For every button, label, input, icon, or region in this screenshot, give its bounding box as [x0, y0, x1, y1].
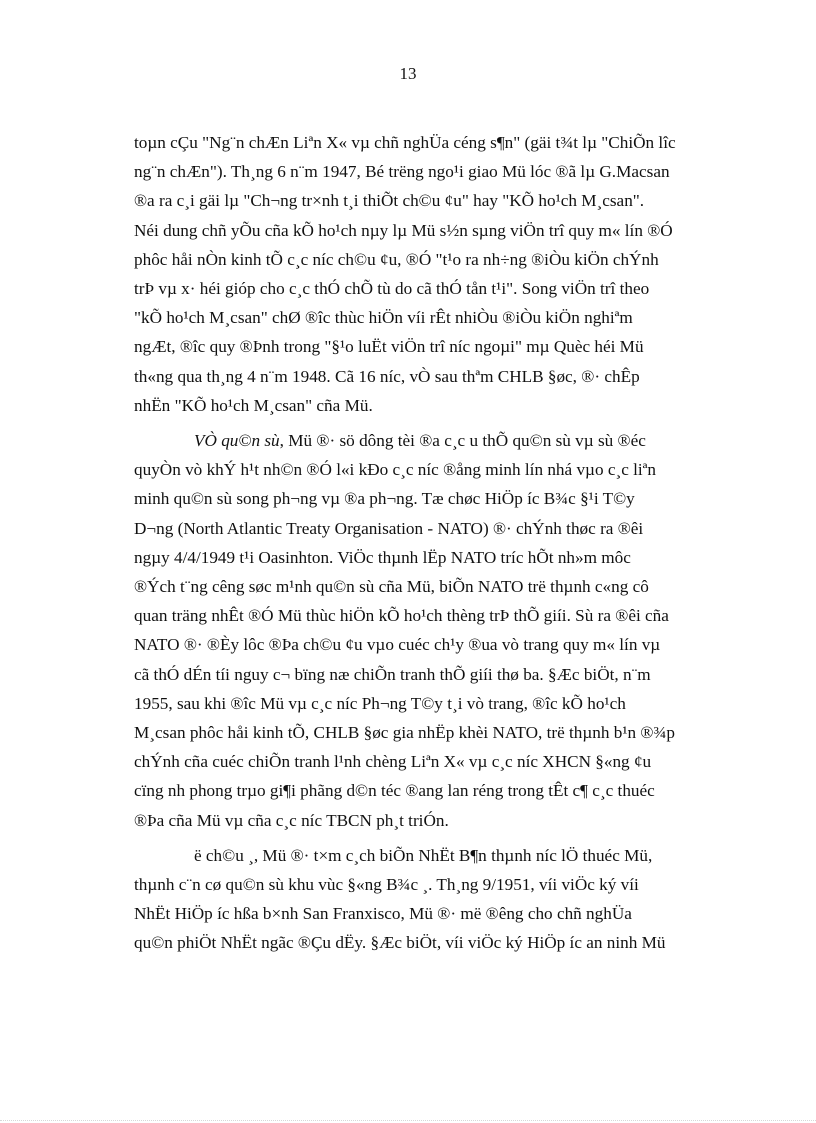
- text-line: ngµy 4/4/1949 t¹i Oasinhton. ViÖc thµnh lËp NATO tríc hÕt nh»m môc: [134, 547, 631, 567]
- text-line: chÝnh cña cuéc chiÕn tranh l¹nh chèng Liªn X« vµ c¸c níc XHCN §«ng ¢u: [134, 752, 652, 772]
- text-line: ngÆt, ®îc quy ®Þnh trong "§¹o luËt viÖn trî níc ngoµi" mµ Quèc héi Mü: [134, 337, 644, 357]
- text-line: ®Ých t¨ng cêng søc m¹nh qu©n sù cña Mü, biÕn NATO trë thµnh c«ng cô: [134, 577, 649, 597]
- text-line: phôc håi nÒn kinh tÕ c¸c níc ch©u ¢u, ®Ó "t¹o ra nh÷ng ®iÒu kiÖn chÝnh: [134, 249, 659, 269]
- text-line: toµn cÇu "Ng¨n chÆn Liªn X« vµ chñ nghÜa céng s¶n" (gäi t¾t lµ "ChiÕn lîc: [134, 133, 676, 152]
- page-number: 13: [399, 64, 417, 83]
- text-line: ®Þa cña Mü vµ cña c¸c níc TBCN ph¸t triÓn.: [134, 810, 449, 830]
- text-line: 1955, sau khi ®îc Mü vµ c¸c níc Ph¬ng T©y t¸i vò trang, ®îc kÕ ho¹ch: [134, 693, 626, 713]
- text-line: "kÕ ho¹ch M¸csan" chØ ®îc thùc hiÖn víi rÊt nhiÒu ®iÒu kiÖn nghiªm: [134, 308, 633, 328]
- text-line: thµnh c¨n cø qu©n sù khu vùc §«ng B¾c ¸. Th¸ng 9/1951, víi viÖc ký víi: [134, 875, 639, 895]
- page-bottom-divider: [0, 1120, 816, 1121]
- body-text: [134, 128, 770, 964]
- text-line: nhËn "KÕ ho¹ch M¸csan" cña Mü.: [134, 395, 373, 415]
- text-line: D¬ng (North Atlantic Treaty Organisation - NATO) ®· chÝnh thøc ra ®êi: [134, 518, 644, 538]
- text-line: [134, 426, 770, 455]
- text-line: trÞ vµ x· héi gióp cho c¸c thÓ chÕ tù do cã thÓ tån t¹i". Song viÖn trî theo: [134, 279, 650, 299]
- text-line: cã thÓ dÉn tíi nguy c¬ bïng næ chiÕn tranh thÕ giíi thø ba. §Æc biÖt, n¨m: [134, 664, 651, 684]
- text-line: NhËt HiÖp íc hßa b×nh San Franxisco, Mü ®· më ®êng cho chñ nghÜa: [134, 904, 632, 924]
- text-line: minh qu©n sù song ph¬ng vµ ®a ph¬ng. Tæ chøc HiÖp íc B¾c §¹i T©y: [134, 489, 635, 509]
- text-line: quyÒn vò khÝ h¹t nh©n ®Ó l«i kÐo c¸c níc ®ång minh lín nhá vµo c¸c liªn: [134, 460, 657, 480]
- text-line: M¸csan phôc håi kinh tÕ, CHLB §øc gia nhËp khèi NATO, trë thµnh b¹n ®¾p: [134, 723, 675, 743]
- text-line: quan träng nhÊt ®Ó Mü thùc hiÖn kÕ ho¹ch thèng trÞ thÕ giíi. Sù ra ®êi cña: [134, 606, 669, 626]
- text-line: cïng nh phong trµo gi¶i phãng d©n téc ®ang lan réng trong tÊt c¶ c¸c thuéc: [134, 781, 655, 801]
- text-line: NATO ®· ®Èy lôc ®Þa ch©u ¢u vµo cuéc ch¹y ®ua vò trang quy m« lín vµ: [134, 635, 661, 655]
- text-line: ë ch©u ¸, Mü ®· t×m c¸ch biÕn NhËt B¶n thµnh níc lÖ thuéc Mü,: [194, 845, 653, 865]
- text-fragment: , Mü ®· sö dông tèi ®a c¸c u thÕ qu©n sù vµ sù ®éc: [279, 431, 646, 451]
- text-line: qu©n phiÖt NhËt ngãc ®Çu dËy. §Æc biÖt, víi viÖc ký HiÖp íc an ninh Mü: [134, 933, 666, 953]
- text-line: ng¨n chÆn"). Th¸ng 6 n¨m 1947, Bé trëng ngo¹i giao Mü lóc ®ã lµ G.Macsan: [134, 162, 670, 182]
- text-line: th«ng qua th¸ng 4 n¨m 1948. Cã 16 níc, vÒ sau thªm CHLB §øc, ®· chÊp: [134, 366, 640, 386]
- paragraph-1: [134, 128, 770, 420]
- text-line: Néi dung chñ yÕu cña kÕ ho¹ch nµy lµ Mü s½n sµng viÖn trî quy m« lín ®Ó: [134, 220, 673, 240]
- paragraph-3: [134, 841, 770, 958]
- paragraph-2: [134, 426, 770, 835]
- text-line: ®a ra c¸i gäi lµ "Ch¬ng tr×nh t¸i thiÕt ch©u ¢u" hay "KÕ ho¹ch M¸csan".: [134, 191, 645, 211]
- italic-lead: VÒ qu©n sù: [194, 431, 280, 451]
